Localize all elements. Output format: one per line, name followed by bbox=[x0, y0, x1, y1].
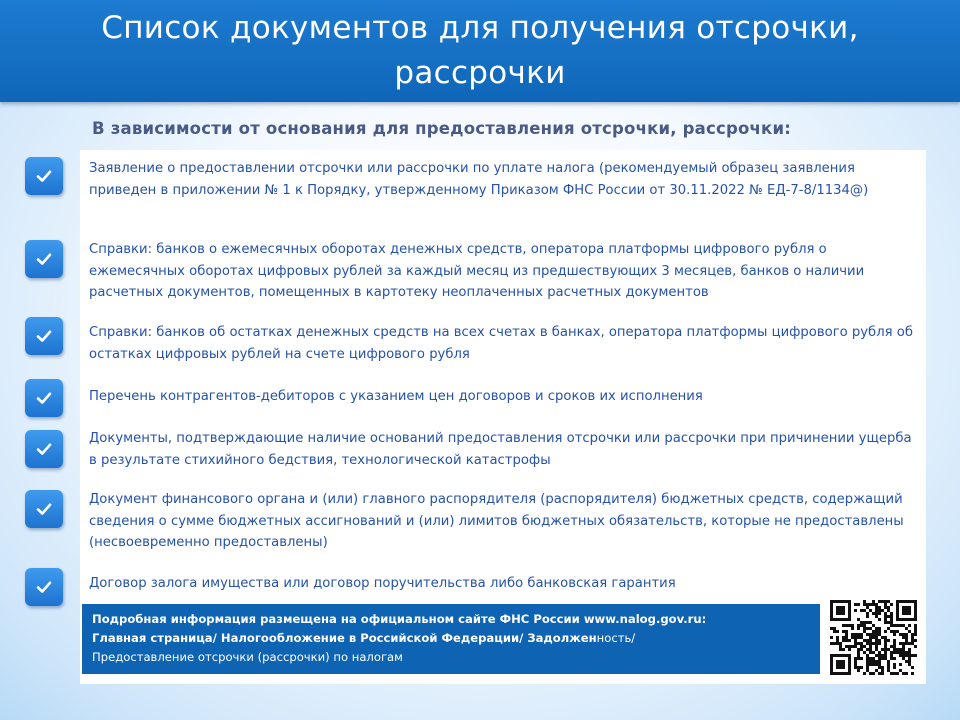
checkbox-checked-icon bbox=[25, 240, 63, 278]
checkbox-checked-icon bbox=[25, 157, 63, 195]
info-path-rest: ность/ bbox=[596, 631, 636, 645]
list-item: Договор залога имущества или договор поручительства либо банковская гарантия bbox=[89, 576, 676, 591]
page-title bbox=[0, 0, 960, 96]
list-item: Документы, подтверждающие наличие оснований предоставления отсрочки или рассрочки при причинении ущерба в результате стихийного бедствия, технологической катастрофы bbox=[89, 431, 912, 468]
list-item: Справки: банков о ежемесячных оборотах денежных средств, оператора платформы цифрового рубля о ежемесячных оборотах цифровых рублей за каждый месяц из предшествующих 3 месяцев, банков о наличии расчетных документов, помещенных в картотеку неоплаченных расчетных документов bbox=[89, 242, 865, 300]
checkbox-checked-icon bbox=[25, 490, 63, 528]
info-line-3: Предоставление отсрочки (рассрочки) по налогам bbox=[92, 650, 403, 664]
subtitle: В зависимости от основания для предоставления отсрочки, рассрочки: bbox=[92, 119, 792, 138]
header-banner bbox=[0, 0, 960, 102]
checkbox-checked-icon bbox=[25, 379, 63, 417]
list-item: Заявление о предоставлении отсрочки или рассрочки по уплате налога (рекомендуемый образец заявления приведен в приложении № 1 к Порядку, утвержденному Приказом ФНС России от 30.11.2022 № ЕД-7-8/1134@) bbox=[89, 161, 869, 198]
list-item: Справки: банков об остатках денежных средств на всех счетах в банках, оператора платформы цифрового рубля об остатках цифровых рублей на счете цифрового рубля bbox=[89, 325, 913, 362]
list-item: Перечень контрагентов-дебиторов с указанием цен договоров и сроков их исполнения bbox=[89, 389, 703, 404]
info-path-bold: Главная страница/ Налогообложение в Российской Федерации/ Задолжен bbox=[92, 631, 597, 645]
info-line-2 bbox=[92, 629, 810, 648]
list-item: Документ финансового органа и (или) главного распорядителя (распорядителя) бюджетных средств, содержащий сведения о сумме бюджетных ассигнований и (или) лимитов бюджетных обязательств, которые не предоставлены (несвоевременно предоставлены) bbox=[89, 492, 904, 550]
checkbox-checked-icon bbox=[25, 430, 63, 468]
checkbox-checked-icon bbox=[25, 568, 63, 606]
info-line-1: Подробная информация размещена на официальном сайте ФНС России www.nalog.gov.ru: bbox=[92, 612, 707, 626]
page-title-line1: Список документов для получения отсрочки, bbox=[101, 10, 859, 46]
checkbox-checked-icon bbox=[25, 317, 63, 355]
qr-code-icon bbox=[828, 598, 918, 676]
page-title-line2: рассрочки bbox=[394, 55, 566, 91]
info-box bbox=[82, 604, 820, 674]
documents-panel bbox=[80, 150, 926, 684]
